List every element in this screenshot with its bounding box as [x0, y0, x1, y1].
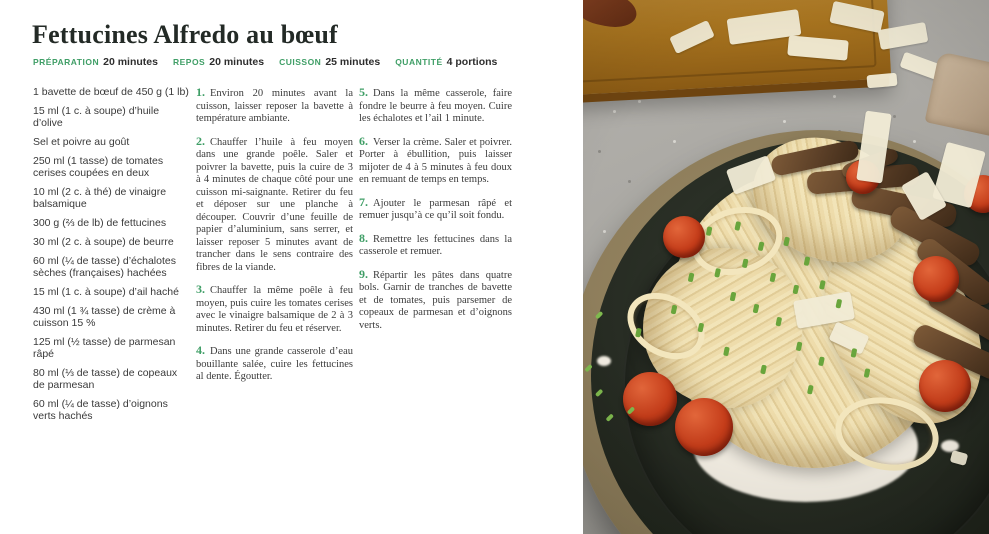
steps-column-1 — [196, 86, 353, 393]
photo-vignette — [583, 0, 989, 534]
step-number: 6. — [359, 133, 368, 148]
step-number: 7. — [359, 194, 368, 209]
ingredients-list — [33, 86, 191, 429]
meta-cuisson — [279, 56, 380, 68]
step-text: Environ 20 minutes avant la cuisson, laisser reposer la bavette à température ambiante. — [196, 88, 353, 124]
step-item — [359, 135, 512, 187]
ingredient-item: 430 ml (1 ¾ tasse) de crème à cuisson 15 % — [33, 305, 176, 329]
step-item — [359, 232, 512, 259]
step-item — [359, 268, 512, 333]
ingredient-item: 60 ml (¼ de tasse) d’échalotes sèches (françaises) hachées — [33, 255, 176, 279]
meta-value: 25 minutes — [325, 56, 381, 68]
ingredient-item: 300 g (⅔ de lb) de fettucines — [33, 217, 167, 229]
step-text: Dans la même casserole, faire fondre le beurre à feu moyen. Cuire les échalotes et l’ail 1 minute. — [359, 88, 512, 124]
steps-column-2 — [359, 86, 512, 341]
step-text: Verser la crème. Saler et poivrer. Porter à ébullition, puis laisser mijoter de 4 à 5 minutes à feu doux en remuant de temps en temps. — [359, 136, 512, 185]
step-item — [359, 196, 512, 223]
meta-value: 20 minutes — [103, 56, 158, 68]
step-text: Répartir les pâtes dans quatre bols. Garnir de tranches de bavette et de tomates, puis parsemer de copeaux de parmesan et d’oignons verts. — [359, 269, 512, 331]
meta-label: QUANTITÉ — [395, 57, 443, 67]
ingredient-item: 15 ml (1 c. à soupe) d’huile d’olive — [33, 105, 160, 129]
step-number: 8. — [359, 230, 368, 245]
dish-photo — [583, 0, 989, 534]
step-number: 3. — [196, 282, 205, 296]
meta-label: REPOS — [172, 57, 206, 67]
step-item — [359, 86, 512, 126]
meta-label: CUISSON — [279, 57, 322, 67]
step-text: Chauffer l’huile à feu moyen dans une grande poêle. Saler et poivrer la bavette, puis la cuire de 3 à 4 minutes de chaque côté pour une cuisson mi-saignante. Retirer du feu et déposer sur une planche à découper. Couvrir d’une feuille de papier d’aluminium, sans serrer, et laisser reposer 5 minutes avant de trancher dans le sens contraire des fibres de la viande. — [196, 136, 353, 273]
step-number: 5. — [359, 85, 368, 99]
ingredient-item: 1 bavette de bœuf de 450 g (1 lb) — [33, 86, 189, 98]
step-item — [196, 86, 353, 126]
meta-quantite — [395, 56, 497, 68]
step-text: Remettre les fettucines dans la casserole et remuer. — [359, 233, 512, 257]
ingredient-item: Sel et poivre au goût — [33, 136, 130, 148]
meta-preparation — [33, 56, 158, 68]
page-title: Fettucines Alfredo au bœuf — [32, 20, 338, 49]
meta-repos — [173, 56, 264, 68]
meta-value: 4 portions — [446, 56, 498, 68]
step-text: Chauffer la même poêle à feu moyen, puis cuire les tomates cerises avec le vinaigre balsamique de 2 à 3 minutes. Retirer du feu et réserver. — [196, 285, 353, 334]
ingredient-item: 60 ml (¼ de tasse) d’oignons verts hachés — [33, 398, 168, 422]
ingredient-item: 10 ml (2 c. à thé) de vinaigre balsamique — [33, 186, 167, 210]
ingredient-item: 125 ml (½ tasse) de parmesan râpé — [33, 336, 176, 360]
meta-value: 20 minutes — [209, 56, 265, 68]
ingredient-item: 30 ml (2 c. à soupe) de beurre — [33, 236, 174, 248]
ingredient-item: 15 ml (1 c. à soupe) d’ail haché — [33, 286, 179, 298]
step-item — [196, 344, 353, 384]
step-number: 9. — [359, 266, 368, 281]
step-text: Dans une grande casserole d’eau bouillante salée, cuire les fettucines al dente. Égoutter. — [196, 346, 353, 382]
ingredient-item: 80 ml (⅓ de tasse) de copeaux de parmesan — [33, 367, 178, 391]
step-item — [196, 135, 353, 275]
recipe-meta — [33, 56, 497, 68]
step-item — [196, 283, 353, 335]
step-number: 1. — [196, 85, 205, 99]
step-number: 2. — [196, 133, 205, 148]
meta-label: PRÉPARATION — [33, 57, 100, 67]
ingredient-item: 250 ml (1 tasse) de tomates cerises coupées en deux — [33, 155, 164, 179]
step-number: 4. — [196, 343, 205, 357]
step-text: Ajouter le parmesan râpé et remuer jusqu’à ce qu’il soit fondu. — [359, 197, 512, 221]
